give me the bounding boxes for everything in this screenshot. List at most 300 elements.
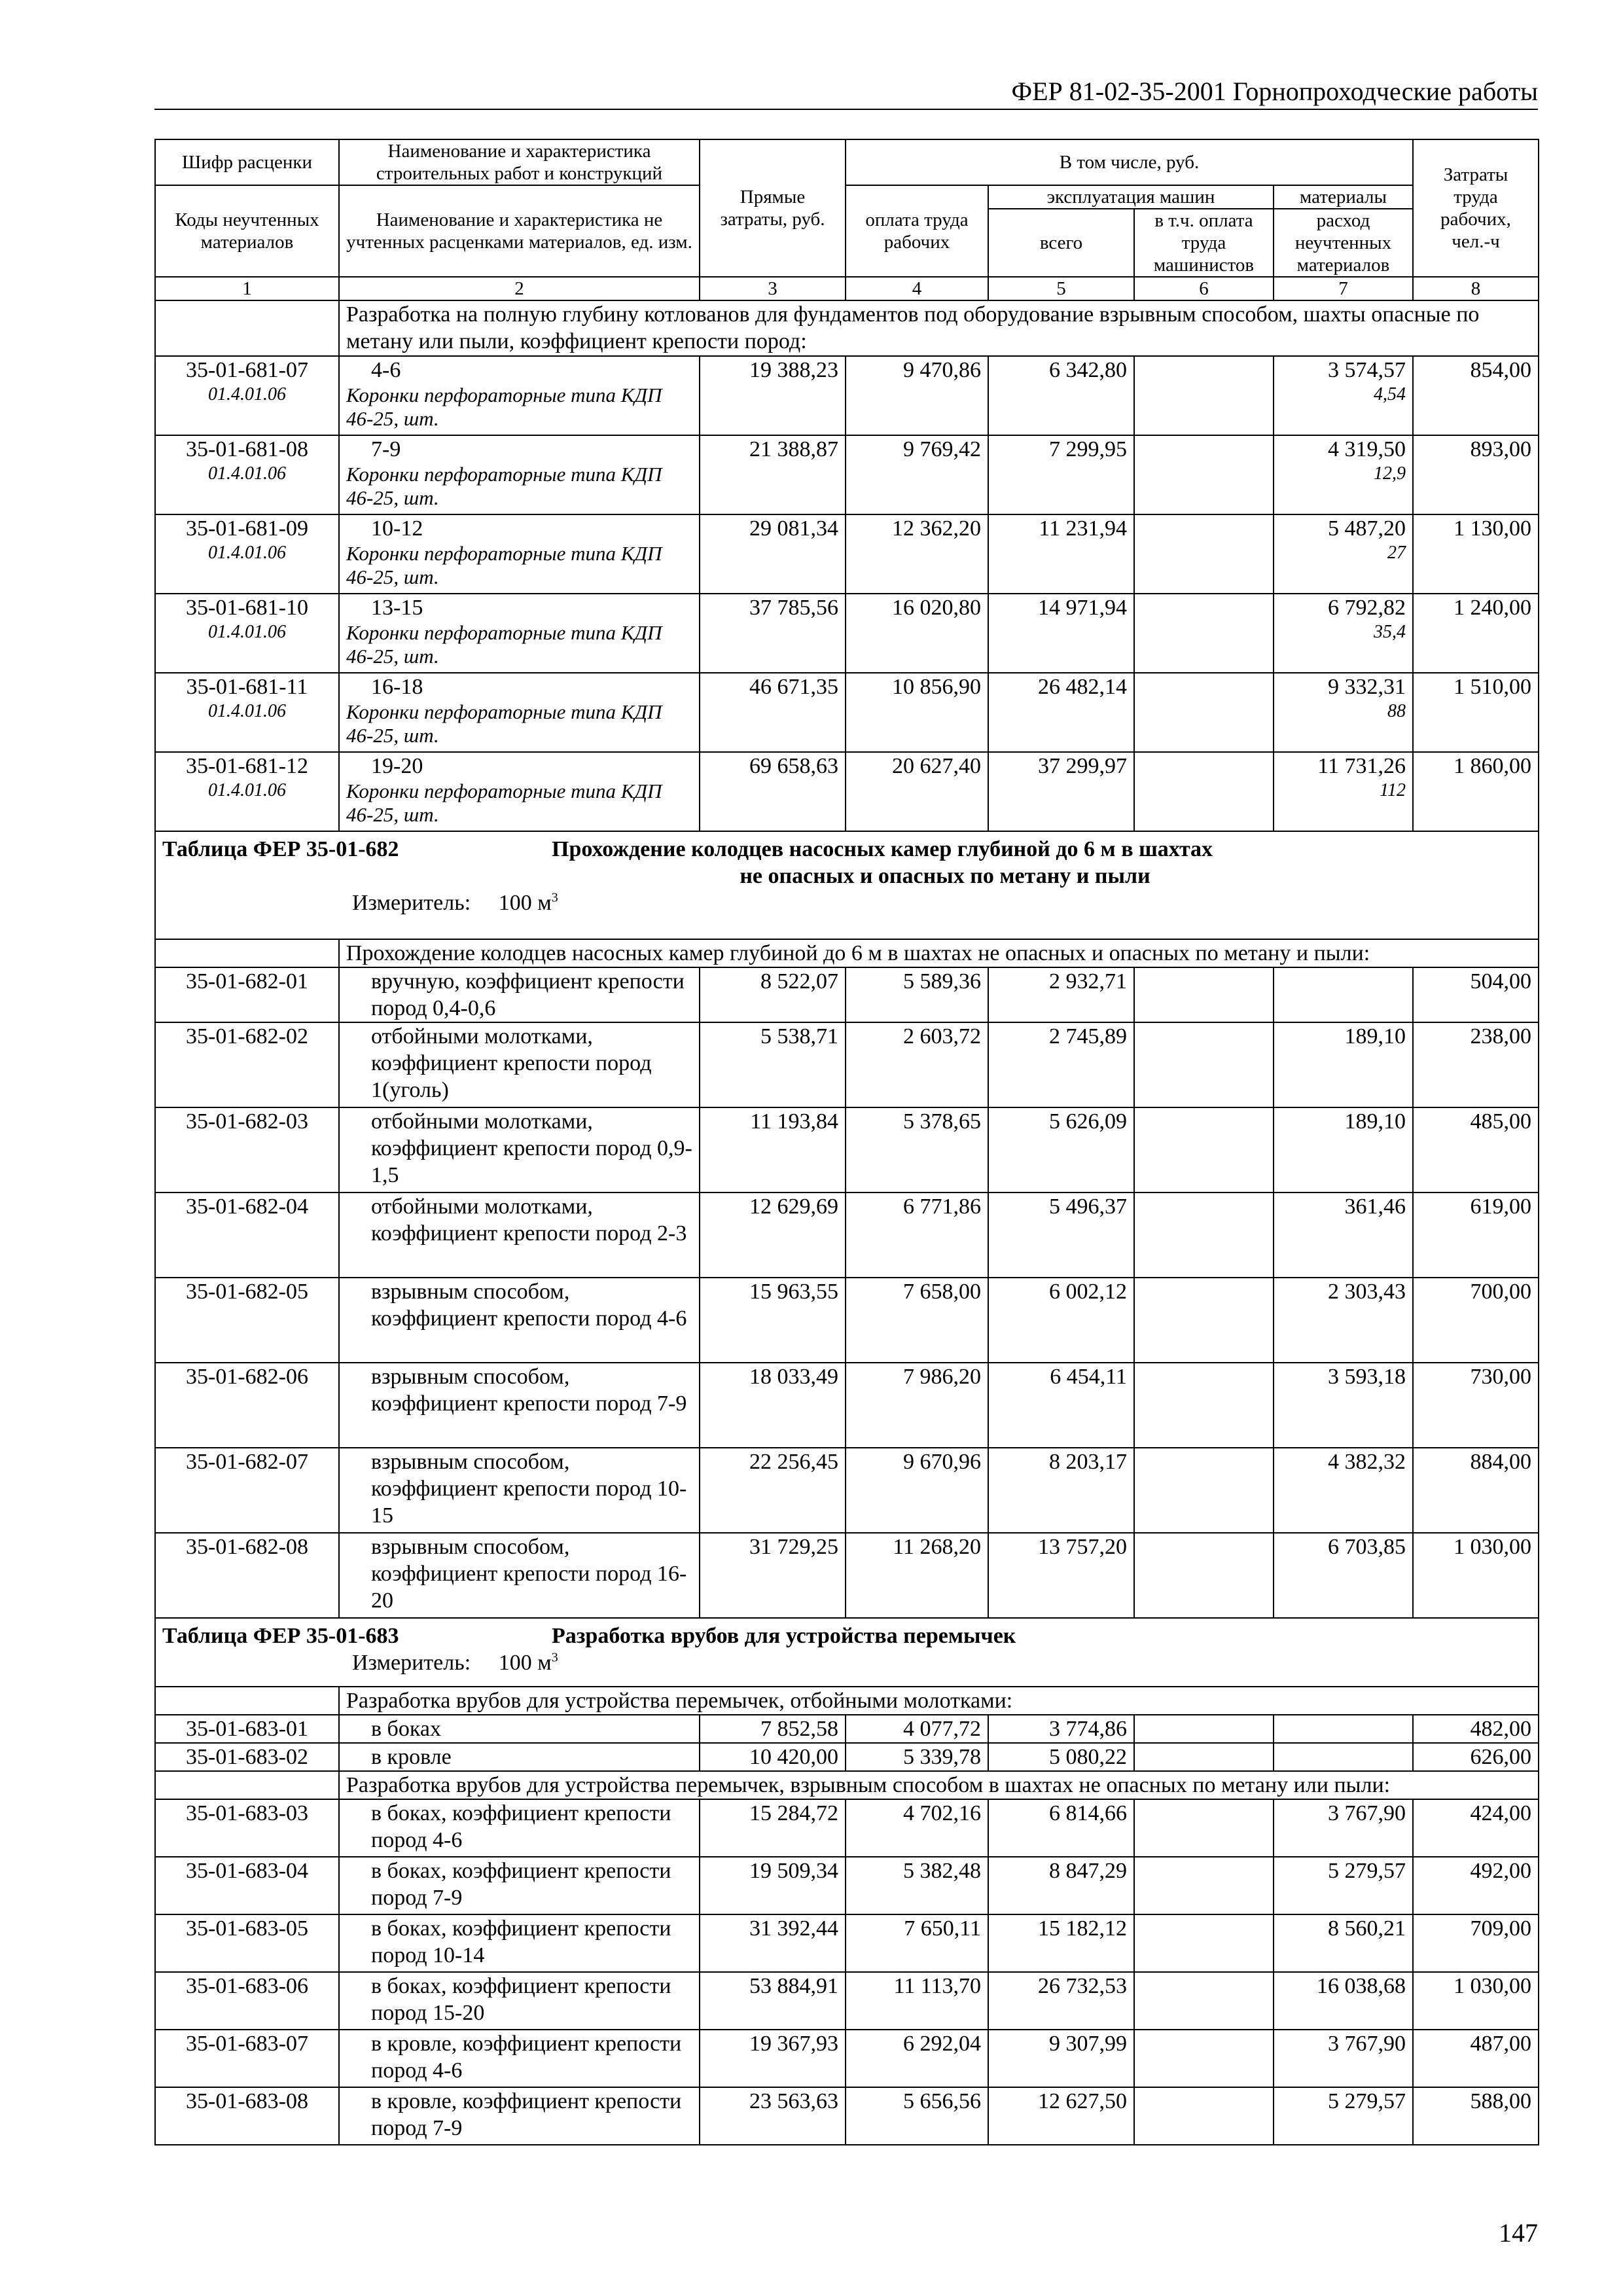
table-row [155, 1022, 1539, 1107]
materials-cost: 3 574,57 [1328, 358, 1406, 382]
col-header-vsego: всего [988, 209, 1134, 277]
machinist-labor-cost [1134, 594, 1274, 673]
section-caption: Разработка врубов для устройства перемычек, взрывным способом в шахтах не опасных по метану или пыли: [339, 1771, 1539, 1799]
machinist-labor-cost [1134, 2087, 1274, 2145]
material-name: Коронки перфораторные типа КДП 46-25, шт. [346, 463, 662, 509]
table-row [155, 435, 1539, 514]
measure-label: Измеритель: [352, 1651, 471, 1675]
col-header-ekspl: эксплуатация машин [988, 185, 1274, 209]
material-consumption: 4,54 [1374, 384, 1406, 404]
material-consumption: 27 [1387, 543, 1406, 563]
row-description: взрывным способом, коэффициент крепости пород 4-6 [371, 1280, 687, 1331]
table-number: Таблица ФЕР 35-01-683 [162, 1624, 399, 1648]
material-code: 01.4.01.06 [208, 463, 286, 484]
labor-hours: 487,00 [1413, 2030, 1539, 2087]
machine-cost: 8 203,17 [988, 1448, 1134, 1533]
row-description-cell [339, 1107, 700, 1193]
labor-cost: 5 339,78 [846, 1743, 988, 1771]
row-description: 16-18 [371, 675, 423, 699]
row-description-cell [339, 514, 700, 594]
material-consumption: 88 [1387, 701, 1406, 721]
direct-cost: 29 081,34 [700, 514, 846, 594]
row-code: 35-01-683-07 [186, 2032, 308, 2056]
material-consumption: 35,4 [1374, 622, 1406, 642]
machine-cost: 5 080,22 [988, 1743, 1134, 1771]
section-caption-row [155, 939, 1539, 967]
machine-cost: 7 299,95 [988, 435, 1134, 514]
row-code: 35-01-682-06 [186, 1365, 308, 1389]
table-row [155, 1715, 1539, 1743]
material-consumption: 12,9 [1374, 463, 1406, 484]
materials-cost-cell [1274, 1022, 1413, 1107]
row-description-cell [339, 1022, 700, 1107]
table-title: Разработка врубов для устройства перемычек [552, 1624, 1016, 1648]
row-description-cell [339, 2030, 700, 2087]
row-description: вручную, коэффициент крепости пород 0,4-0,6 [371, 969, 685, 1020]
labor-cost: 9 670,96 [846, 1448, 988, 1533]
direct-cost: 46 671,35 [700, 673, 846, 752]
material-name: Коронки перфораторные типа КДП 46-25, шт. [346, 780, 662, 826]
section-caption: Прохождение колодцев насосных камер глубиной до 6 м в шахтах не опасных и опасных по метану и пыли: [339, 939, 1539, 967]
section-caption-row [155, 1687, 1539, 1715]
machinist-labor-cost [1134, 514, 1274, 594]
page-number: 147 [1499, 2218, 1538, 2248]
direct-cost: 12 629,69 [700, 1193, 846, 1278]
machinist-labor-cost [1134, 752, 1274, 831]
labor-cost: 20 627,40 [846, 752, 988, 831]
machine-cost: 13 757,20 [988, 1533, 1134, 1618]
row-description-cell [339, 1914, 700, 1972]
table-row [155, 967, 1539, 1022]
direct-cost: 19 367,93 [700, 2030, 846, 2087]
row-code: 35-01-681-11 [186, 675, 308, 699]
col-header-materialy: материалы [1274, 185, 1413, 209]
materials-cost: 8 560,21 [1328, 1916, 1406, 1941]
machinist-labor-cost [1134, 1972, 1274, 2030]
col-number: 3 [700, 277, 846, 300]
empty-cell [155, 939, 339, 967]
direct-cost: 53 884,91 [700, 1972, 846, 2030]
material-code: 01.4.01.06 [208, 622, 286, 642]
material-name: Коронки перфораторные типа КДП 46-25, шт. [346, 542, 662, 588]
materials-cost: 6 792,82 [1328, 596, 1406, 620]
labor-hours: 730,00 [1413, 1363, 1539, 1448]
row-description: в боках, коэффициент крепости пород 15-20 [371, 1974, 671, 2025]
labor-cost: 16 020,80 [846, 594, 988, 673]
materials-cost-cell [1274, 1799, 1413, 1857]
labor-cost: 5 382,48 [846, 1857, 988, 1914]
row-description: в кровле, коэффициент крепости пород 7-9 [371, 2089, 682, 2140]
table-row [155, 1799, 1539, 1857]
measure-exponent: 3 [551, 1650, 558, 1665]
col-header-vtch: в т.ч. оплата труда машинистов [1134, 209, 1274, 277]
machine-cost: 2 932,71 [988, 967, 1134, 1022]
machine-cost: 37 299,97 [988, 752, 1134, 831]
direct-cost: 37 785,56 [700, 594, 846, 673]
direct-cost: 21 388,87 [700, 435, 846, 514]
table-caption [155, 1618, 1539, 1687]
materials-cost: 189,10 [1344, 1024, 1406, 1049]
machine-cost: 2 745,89 [988, 1022, 1134, 1107]
materials-cost: 3 767,90 [1328, 1801, 1406, 1825]
labor-hours: 626,00 [1413, 1743, 1539, 1771]
row-code-cell [155, 1448, 339, 1533]
measure-exponent: 3 [551, 890, 558, 905]
machinist-labor-cost [1134, 1193, 1274, 1278]
row-code-cell [155, 1107, 339, 1193]
direct-cost: 5 538,71 [700, 1022, 846, 1107]
direct-cost: 31 729,25 [700, 1533, 846, 1618]
machine-cost: 8 847,29 [988, 1857, 1134, 1914]
labor-hours: 700,00 [1413, 1278, 1539, 1363]
table-title: Прохождение колодцев насосных камер глубиной до 6 м в шахтах [552, 837, 1213, 861]
row-description: 19-20 [371, 754, 423, 778]
row-code: 35-01-682-07 [186, 1450, 308, 1474]
empty-cell [155, 300, 339, 356]
section-caption-row [155, 300, 1539, 356]
col-header-vtom: В том числе, руб. [846, 139, 1413, 185]
direct-cost: 18 033,49 [700, 1363, 846, 1448]
row-code-cell [155, 2030, 339, 2087]
row-description: отбойными молотками, коэффициент крепости пород 1(уголь) [371, 1024, 652, 1102]
labor-hours: 424,00 [1413, 1799, 1539, 1857]
row-description-cell [339, 2087, 700, 2145]
row-description: отбойными молотками, коэффициент крепости пород 0,9-1,5 [371, 1109, 692, 1187]
table-row [155, 1107, 1539, 1193]
table-row [155, 1914, 1539, 1972]
col-number: 7 [1274, 277, 1413, 300]
row-code: 35-01-682-02 [186, 1024, 308, 1049]
direct-cost: 15 284,72 [700, 1799, 846, 1857]
row-description-cell [339, 356, 700, 435]
row-description: 13-15 [371, 596, 423, 620]
labor-hours: 1 130,00 [1413, 514, 1539, 594]
table-title-line2: не опасных и опасных по метану и пыли [740, 864, 1150, 888]
table-row [155, 514, 1539, 594]
table-row [155, 1363, 1539, 1448]
empty-cell [155, 1771, 339, 1799]
row-code: 35-01-683-01 [186, 1717, 308, 1741]
row-code-cell [155, 1533, 339, 1618]
row-code: 35-01-682-08 [186, 1535, 308, 1559]
materials-cost: 4 319,50 [1328, 437, 1406, 461]
machine-cost: 11 231,94 [988, 514, 1134, 594]
materials-cost-cell [1274, 1193, 1413, 1278]
direct-cost: 10 420,00 [700, 1743, 846, 1771]
machinist-labor-cost [1134, 1743, 1274, 1771]
machinist-labor-cost [1134, 673, 1274, 752]
materials-cost: 5 487,20 [1328, 516, 1406, 541]
labor-hours: 1 030,00 [1413, 1972, 1539, 2030]
col-header-zatraty: Затраты труда рабочих, чел.-ч [1413, 139, 1539, 277]
material-code: 01.4.01.06 [208, 384, 286, 404]
labor-hours: 482,00 [1413, 1715, 1539, 1743]
col-header-pryamye: Прямые затраты, руб. [700, 139, 846, 277]
measure-value: 100 м [498, 891, 552, 915]
table-row [155, 1278, 1539, 1363]
materials-cost: 4 382,32 [1328, 1450, 1406, 1474]
row-description: в боках, коэффициент крепости пород 7-9 [371, 1859, 671, 1910]
row-code-cell [155, 1193, 339, 1278]
labor-hours: 854,00 [1413, 356, 1539, 435]
labor-cost: 9 470,86 [846, 356, 988, 435]
table-row [155, 1448, 1539, 1533]
direct-cost: 22 256,45 [700, 1448, 846, 1533]
row-code: 35-01-682-03 [186, 1109, 308, 1134]
direct-cost: 31 392,44 [700, 1914, 846, 1972]
labor-cost: 6 771,86 [846, 1193, 988, 1278]
machine-cost: 12 627,50 [988, 2087, 1134, 2145]
row-description: в боках [371, 1717, 441, 1741]
row-code: 35-01-683-08 [186, 2089, 308, 2113]
machinist-labor-cost [1134, 1022, 1274, 1107]
col-number: 4 [846, 277, 988, 300]
row-code: 35-01-681-07 [186, 358, 308, 382]
machine-cost: 9 307,99 [988, 2030, 1134, 2087]
row-description: в кровле, коэффициент крепости пород 4-6 [371, 2032, 682, 2083]
measure-unit [352, 889, 1531, 917]
labor-hours: 709,00 [1413, 1914, 1539, 1972]
machinist-labor-cost [1134, 967, 1274, 1022]
row-code-cell [155, 673, 339, 752]
row-code: 35-01-683-04 [186, 1859, 308, 1883]
machine-cost: 14 971,94 [988, 594, 1134, 673]
materials-cost-cell [1274, 1715, 1413, 1743]
row-code: 35-01-681-08 [186, 437, 308, 461]
labor-cost: 6 292,04 [846, 2030, 988, 2087]
row-description: взрывным способом, коэффициент крепости пород 10-15 [371, 1450, 687, 1528]
machine-cost: 26 482,14 [988, 673, 1134, 752]
labor-hours: 1 510,00 [1413, 673, 1539, 752]
machinist-labor-cost [1134, 435, 1274, 514]
row-code: 35-01-683-02 [186, 1745, 308, 1769]
materials-cost: 11 731,26 [1317, 754, 1406, 778]
row-code-cell [155, 1914, 339, 1972]
materials-cost-cell [1274, 435, 1413, 514]
machinist-labor-cost [1134, 356, 1274, 435]
direct-cost: 19 388,23 [700, 356, 846, 435]
materials-cost-cell [1274, 514, 1413, 594]
machinist-labor-cost [1134, 1533, 1274, 1618]
labor-hours: 893,00 [1413, 435, 1539, 514]
table-row [155, 1533, 1539, 1618]
row-description: 4-6 [371, 358, 401, 382]
machine-cost: 26 732,53 [988, 1972, 1134, 2030]
materials-cost-cell [1274, 673, 1413, 752]
labor-cost: 5 589,36 [846, 967, 988, 1022]
labor-cost: 9 769,42 [846, 435, 988, 514]
labor-hours: 485,00 [1413, 1107, 1539, 1193]
empty-cell [155, 1687, 339, 1715]
row-description-cell [339, 1715, 700, 1743]
col-number: 6 [1134, 277, 1274, 300]
materials-cost-cell [1274, 1363, 1413, 1448]
labor-hours: 588,00 [1413, 2087, 1539, 2145]
materials-cost: 9 332,31 [1328, 675, 1406, 699]
col-header-oplata: оплата труда рабочих [846, 185, 988, 277]
labor-cost: 11 113,70 [846, 1972, 988, 2030]
row-code-cell [155, 1363, 339, 1448]
machinist-labor-cost [1134, 1448, 1274, 1533]
materials-cost-cell [1274, 1107, 1413, 1193]
row-description-cell [339, 673, 700, 752]
table-row [155, 594, 1539, 673]
materials-cost: 5 279,57 [1328, 1859, 1406, 1883]
direct-cost: 69 658,63 [700, 752, 846, 831]
material-name: Коронки перфораторные типа КДП 46-25, шт. [346, 700, 662, 747]
row-code: 35-01-682-05 [186, 1280, 308, 1304]
machinist-labor-cost [1134, 1363, 1274, 1448]
row-description-cell [339, 752, 700, 831]
section-caption: Разработка врубов для устройства перемычек, отбойными молотками: [339, 1687, 1539, 1715]
row-description-cell [339, 1857, 700, 1914]
row-description-cell [339, 1278, 700, 1363]
labor-hours: 884,00 [1413, 1448, 1539, 1533]
table-row [155, 1857, 1539, 1914]
row-code: 35-01-683-05 [186, 1916, 308, 1941]
table-caption-row [155, 831, 1539, 939]
materials-cost-cell [1274, 967, 1413, 1022]
machinist-labor-cost [1134, 1857, 1274, 1914]
row-code-cell [155, 1799, 339, 1857]
row-code-cell [155, 1743, 339, 1771]
labor-hours: 619,00 [1413, 1193, 1539, 1278]
machinist-labor-cost [1134, 1799, 1274, 1857]
row-description-cell [339, 1743, 700, 1771]
machinist-labor-cost [1134, 1107, 1274, 1193]
row-code: 35-01-682-01 [186, 969, 308, 994]
col-header-kody: Коды неучтенных материалов [155, 185, 339, 277]
row-code-cell [155, 1715, 339, 1743]
row-code-cell [155, 356, 339, 435]
material-name: Коронки перфораторные типа КДП 46-25, шт. [346, 621, 662, 668]
row-code-cell [155, 514, 339, 594]
materials-cost: 16 038,68 [1317, 1974, 1406, 1998]
materials-cost-cell [1274, 1448, 1413, 1533]
row-description-cell [339, 1363, 700, 1448]
col-header-naim: Наименование и характеристика строительных работ и конструкций [339, 139, 700, 185]
document-header-title: ФЕР 81-02-35-2001 Горнопроходческие работы [1011, 77, 1538, 106]
row-description: в кровле [371, 1745, 452, 1769]
section-caption-row [155, 1771, 1539, 1799]
materials-cost-cell [1274, 1972, 1413, 2030]
materials-cost-cell [1274, 1743, 1413, 1771]
materials-cost: 361,46 [1344, 1194, 1406, 1219]
direct-cost: 8 522,07 [700, 967, 846, 1022]
col-header-naim2: Наименование и характеристика не учтенных расценками материалов, ед. изм. [339, 185, 700, 277]
row-description: взрывным способом, коэффициент крепости пород 16-20 [371, 1535, 687, 1613]
machine-cost: 6 454,11 [988, 1363, 1134, 1448]
direct-cost: 11 193,84 [700, 1107, 846, 1193]
row-description-cell [339, 1193, 700, 1278]
row-description-cell [339, 1533, 700, 1618]
labor-cost: 7 650,11 [846, 1914, 988, 1972]
col-header-shifr: Шифр расценки [155, 139, 339, 185]
row-description-cell [339, 967, 700, 1022]
row-code-cell [155, 1022, 339, 1107]
row-description-cell [339, 594, 700, 673]
table-caption-row [155, 1618, 1539, 1687]
row-code-cell [155, 2087, 339, 2145]
measure-label: Измеритель: [352, 891, 471, 915]
materials-cost: 3 767,90 [1328, 2032, 1406, 2056]
table-row [155, 2087, 1539, 2145]
machine-cost: 6 002,12 [988, 1278, 1134, 1363]
table-row [155, 2030, 1539, 2087]
measure-value: 100 м [498, 1651, 552, 1675]
row-code-cell [155, 435, 339, 514]
row-description: в боках, коэффициент крепости пород 4-6 [371, 1801, 671, 1852]
row-description: отбойными молотками, коэффициент крепости пород 2-3 [371, 1194, 687, 1246]
col-number: 5 [988, 277, 1134, 300]
direct-cost: 23 563,63 [700, 2087, 846, 2145]
measure-unit [352, 1649, 1531, 1677]
material-code: 01.4.01.06 [208, 543, 286, 563]
row-code-cell [155, 1972, 339, 2030]
labor-cost: 7 658,00 [846, 1278, 988, 1363]
materials-cost: 3 593,18 [1328, 1365, 1406, 1389]
col-number: 2 [339, 277, 700, 300]
machinist-labor-cost [1134, 1715, 1274, 1743]
direct-cost: 7 852,58 [700, 1715, 846, 1743]
materials-cost: 2 303,43 [1328, 1280, 1406, 1304]
row-code: 35-01-683-06 [186, 1974, 308, 1998]
row-code-cell [155, 1857, 339, 1914]
row-description-cell [339, 1972, 700, 2030]
row-description: 7-9 [371, 437, 401, 461]
labor-hours: 504,00 [1413, 967, 1539, 1022]
labor-cost: 11 268,20 [846, 1533, 988, 1618]
materials-cost: 5 279,57 [1328, 2089, 1406, 2113]
labor-hours: 1 860,00 [1413, 752, 1539, 831]
direct-cost: 19 509,34 [700, 1857, 846, 1914]
row-code-cell [155, 594, 339, 673]
table-row [155, 1743, 1539, 1771]
material-name: Коронки перфораторные типа КДП 46-25, шт. [346, 384, 662, 430]
row-description: взрывным способом, коэффициент крепости пород 7-9 [371, 1365, 687, 1416]
materials-cost-cell [1274, 1857, 1413, 1914]
table-row [155, 356, 1539, 435]
table-row [155, 1193, 1539, 1278]
section-caption: Разработка на полную глубину котлованов для фундаментов под оборудование взрывным способом, шахты опасные по метану или пыли, коэффициент крепости пород: [339, 300, 1539, 356]
header-divider [154, 109, 1538, 110]
labor-cost: 5 656,56 [846, 2087, 988, 2145]
materials-cost-cell [1274, 1278, 1413, 1363]
materials-cost-cell [1274, 1914, 1413, 1972]
row-code: 35-01-681-09 [186, 516, 308, 541]
material-code: 01.4.01.06 [208, 701, 286, 721]
material-code: 01.4.01.06 [208, 780, 286, 800]
machinist-labor-cost [1134, 1914, 1274, 1972]
table-row [155, 752, 1539, 831]
direct-cost: 15 963,55 [700, 1278, 846, 1363]
machine-cost: 15 182,12 [988, 1914, 1134, 1972]
labor-cost: 10 856,90 [846, 673, 988, 752]
materials-cost: 189,10 [1344, 1109, 1406, 1134]
material-consumption: 112 [1380, 780, 1406, 800]
labor-cost: 4 077,72 [846, 1715, 988, 1743]
materials-cost-cell [1274, 1533, 1413, 1618]
row-code-cell [155, 752, 339, 831]
materials-cost-cell [1274, 752, 1413, 831]
row-description: 10-12 [371, 516, 423, 541]
row-code: 35-01-682-04 [186, 1194, 308, 1219]
labor-hours: 1 240,00 [1413, 594, 1539, 673]
row-description: в боках, коэффициент крепости пород 10-14 [371, 1916, 671, 1967]
machine-cost: 6 342,80 [988, 356, 1134, 435]
row-code: 35-01-683-03 [186, 1801, 308, 1825]
materials-cost-cell [1274, 2087, 1413, 2145]
